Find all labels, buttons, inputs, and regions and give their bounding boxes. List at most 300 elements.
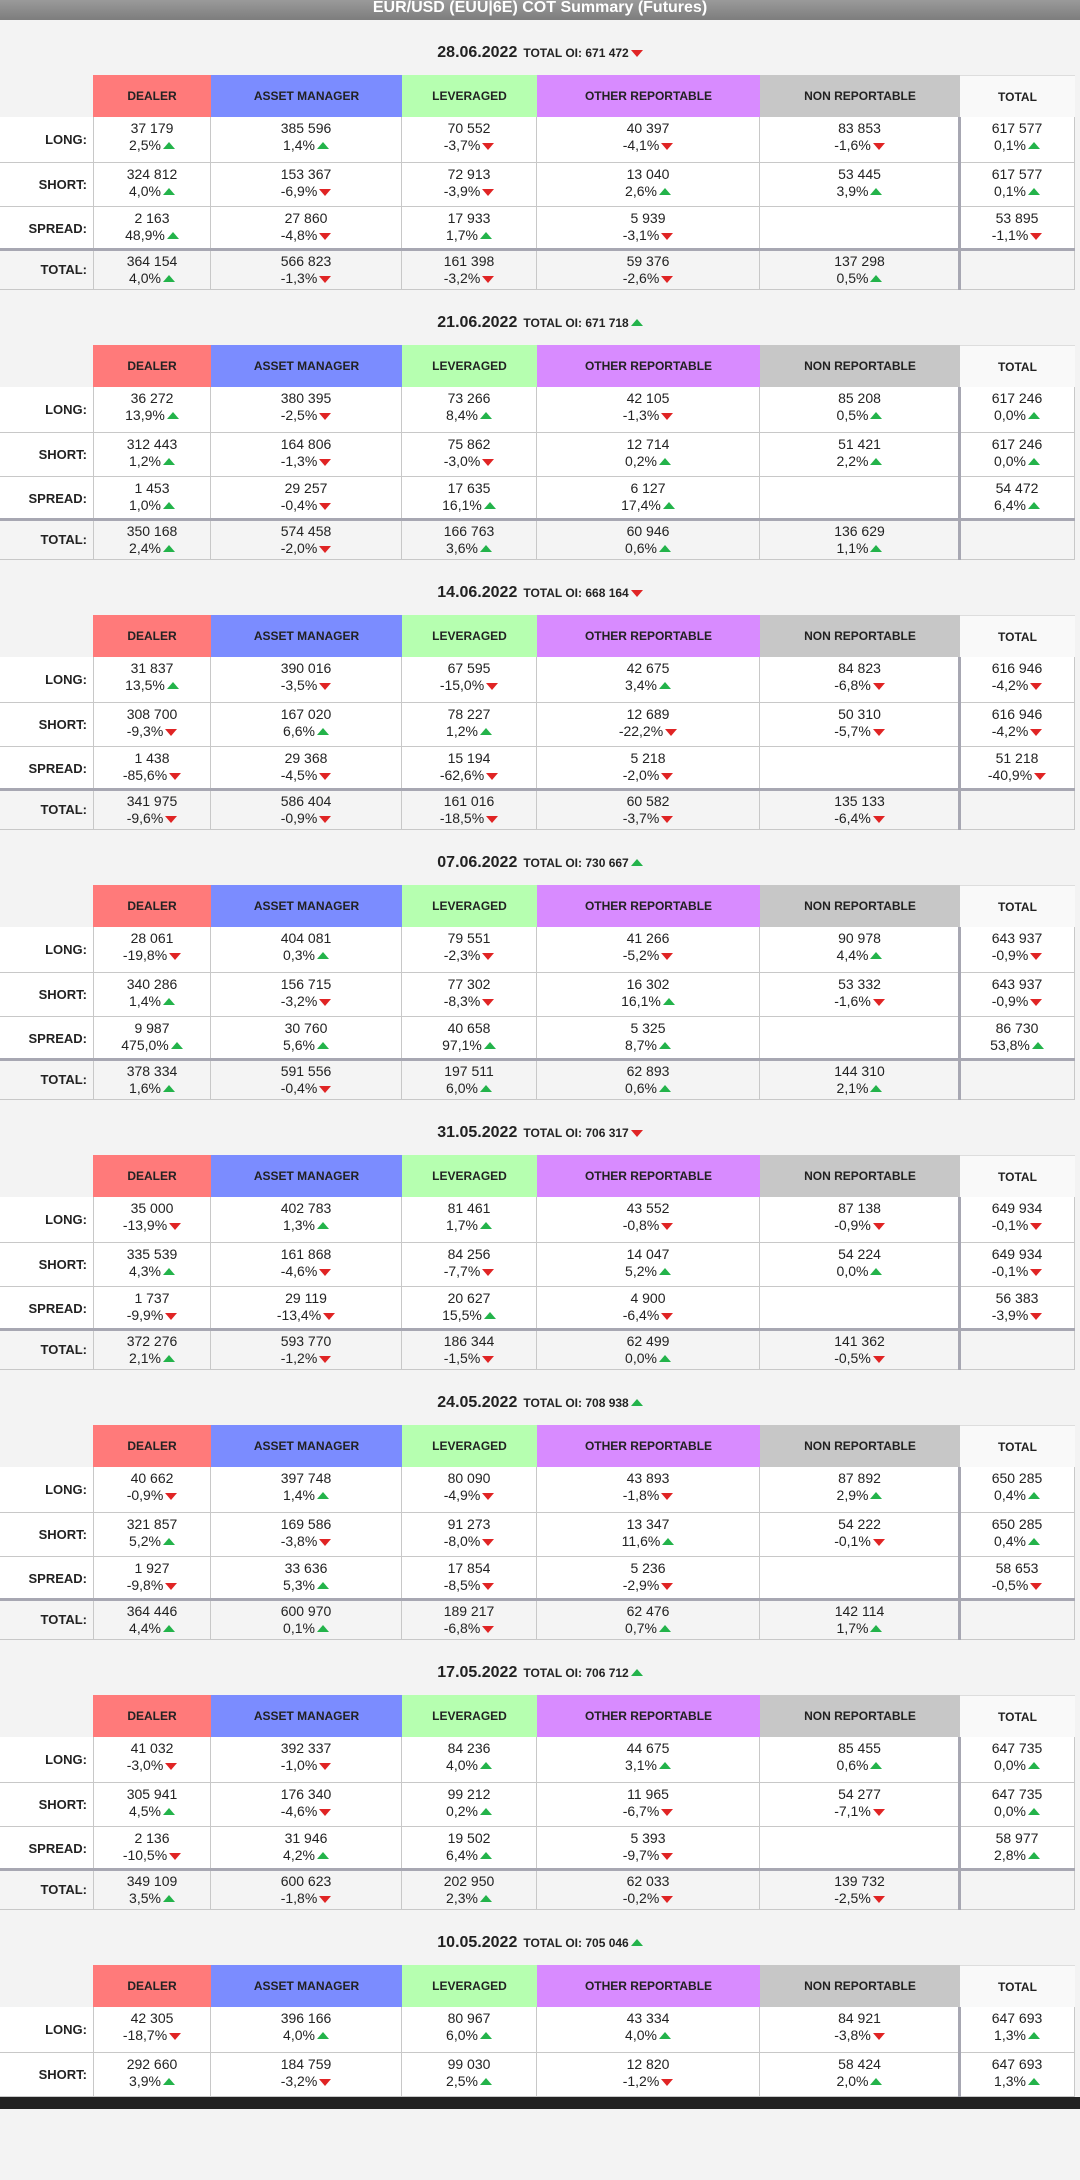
total-oi-value: 671 718 — [585, 316, 629, 330]
percent-change — [760, 540, 959, 557]
percent-change-value: 4,3% — [129, 1263, 161, 1279]
percent-change-value: 2,0% — [836, 2073, 869, 2089]
percent-change-value: 0,3% — [283, 947, 315, 963]
row-label-short: SHORT: — [0, 1243, 93, 1287]
position-value: 574 458 — [280, 523, 332, 539]
arrow-down-icon — [319, 999, 331, 1006]
percent-change — [760, 1533, 959, 1550]
position-value: 53 445 — [838, 166, 881, 182]
position-value: 58 653 — [995, 1560, 1039, 1576]
percent-change — [402, 947, 536, 964]
column-header-asset-manager: ASSET MANAGER — [211, 75, 402, 117]
percent-change — [760, 183, 959, 200]
percent-change-value: 6,0% — [446, 2027, 478, 2043]
percent-change-value: 3,6% — [446, 540, 478, 556]
position-value: 617 577 — [991, 120, 1043, 136]
cell-spread-non-reportable — [760, 1287, 960, 1330]
percent-change-value: -9,7% — [622, 1847, 660, 1863]
position-value: 312 443 — [126, 436, 178, 452]
percent-change — [402, 993, 536, 1010]
report-date: 17.05.2022 — [437, 1664, 518, 1681]
cell-spread-leveraged — [402, 747, 537, 790]
cell-spread-total — [960, 1827, 1075, 1870]
position-value: 139 732 — [834, 1873, 885, 1889]
position-value: 184 759 — [280, 2056, 332, 2072]
cell-total-asset-manager — [211, 790, 402, 830]
percent-change-value: -3,7% — [443, 137, 481, 153]
cell-long-non-reportable — [760, 117, 960, 163]
position-value: 164 806 — [280, 436, 332, 452]
arrow-down-icon — [482, 1539, 494, 1546]
arrow-down-icon — [873, 1809, 885, 1816]
cell-spread-asset-manager — [211, 1017, 402, 1060]
percent-change — [960, 1847, 1074, 1864]
arrow-down-icon — [1030, 999, 1042, 1006]
position-value: 54 222 — [838, 1516, 881, 1532]
cell-total-asset-manager — [211, 1600, 402, 1640]
percent-change-value: 6,4% — [994, 497, 1026, 513]
percent-change-value: 3,9% — [129, 2073, 161, 2089]
percent-change — [537, 1350, 759, 1367]
cell-total-other-reportable — [537, 1330, 760, 1370]
row-label-spread: SPREAD: — [0, 1827, 93, 1870]
arrow-up-icon — [870, 188, 882, 195]
arrow-down-icon — [319, 546, 331, 553]
cell-long-non-reportable — [760, 1197, 960, 1243]
position-value: 72 913 — [447, 166, 491, 182]
arrow-up-icon — [1028, 458, 1040, 465]
arrow-up-icon — [659, 1268, 671, 1275]
cell-short-dealer — [93, 1783, 211, 1827]
percent-change-value: 1,4% — [283, 1487, 315, 1503]
arrow-down-icon — [873, 816, 885, 823]
arrow-down-icon — [631, 50, 643, 57]
cell-short-total — [960, 1513, 1075, 1557]
cell-short-non-reportable — [760, 973, 960, 1017]
percent-change — [94, 227, 210, 244]
percent-change-value: 0,4% — [994, 1487, 1026, 1503]
percent-change — [402, 227, 536, 244]
cell-long-total — [960, 2007, 1075, 2053]
column-header-other-reportable: OTHER REPORTABLE — [537, 75, 760, 117]
position-value: 83 853 — [838, 120, 881, 136]
cot-section — [0, 1640, 1080, 1910]
total-oi-label: TOTAL OI: — [523, 856, 586, 870]
percent-change-value: -62,6% — [439, 767, 485, 783]
position-value: 85 455 — [838, 1740, 881, 1756]
arrow-down-icon — [873, 143, 885, 150]
arrow-up-icon — [1028, 1762, 1040, 1769]
position-value: 1 737 — [134, 1290, 170, 1306]
percent-change — [402, 2073, 536, 2090]
percent-change — [760, 1217, 959, 1234]
percent-change-value: 1,2% — [446, 723, 478, 739]
total-oi — [523, 856, 642, 870]
position-value: 90 978 — [838, 930, 881, 946]
cell-short-total — [960, 973, 1075, 1017]
percent-change — [537, 1620, 759, 1637]
position-value: 36 272 — [130, 390, 174, 406]
arrow-up-icon — [167, 232, 179, 239]
arrow-down-icon — [661, 143, 673, 150]
percent-change-value: -2,5% — [280, 407, 318, 423]
percent-change-value: -2,9% — [622, 1577, 660, 1593]
arrow-down-icon — [661, 1809, 673, 1816]
position-value: 50 310 — [838, 706, 881, 722]
percent-change — [402, 1487, 536, 1504]
position-value: 58 977 — [995, 1830, 1039, 1846]
percent-change-value: -3,2% — [443, 270, 481, 286]
cell-long-dealer — [93, 927, 211, 973]
position-value: 390 016 — [280, 660, 332, 676]
percent-change — [537, 407, 759, 424]
percent-change — [537, 1847, 759, 1864]
position-value: 153 367 — [280, 166, 332, 182]
arrow-down-icon — [482, 276, 494, 283]
cell-total-total — [960, 1060, 1075, 1100]
percent-change-value: -40,9% — [987, 767, 1033, 783]
arrow-down-icon — [319, 773, 331, 780]
percent-change-value: -0,9% — [126, 1487, 164, 1503]
cell-short-leveraged — [402, 1783, 537, 1827]
percent-change — [94, 1307, 210, 1324]
percent-change-value: 1,3% — [994, 2073, 1026, 2089]
cell-short-total — [960, 2053, 1075, 2097]
arrow-down-icon — [169, 773, 181, 780]
percent-change — [402, 1890, 536, 1907]
percent-change — [211, 137, 401, 154]
cell-total-other-reportable — [537, 520, 760, 560]
position-value: 616 946 — [991, 660, 1043, 676]
position-value: 647 735 — [991, 1786, 1043, 1802]
percent-change — [94, 1080, 210, 1097]
arrow-down-icon — [661, 1493, 673, 1500]
cell-short-dealer — [93, 973, 211, 1017]
arrow-up-icon — [163, 1268, 175, 1275]
arrow-up-icon — [659, 188, 671, 195]
position-value: 364 154 — [126, 253, 178, 269]
percent-change — [402, 767, 536, 784]
percent-change-value: -1,3% — [280, 270, 318, 286]
percent-change-value: 3,9% — [836, 183, 869, 199]
percent-change — [402, 1263, 536, 1280]
percent-change-value: -18,5% — [439, 810, 485, 826]
percent-change-value: 0,0% — [994, 453, 1026, 469]
cot-table — [0, 1155, 1080, 1370]
cell-total-leveraged — [402, 520, 537, 560]
column-header-non-reportable: NON REPORTABLE — [760, 885, 960, 927]
percent-change — [402, 1350, 536, 1367]
cell-total-dealer — [93, 1330, 211, 1370]
position-value: 62 893 — [626, 1063, 670, 1079]
percent-change-value: 0,7% — [625, 1620, 657, 1636]
percent-change-value: -1,8% — [622, 1487, 660, 1503]
cell-short-leveraged — [402, 163, 537, 207]
percent-change-value: -3,9% — [443, 183, 481, 199]
cell-short-total — [960, 163, 1075, 207]
arrow-up-icon — [317, 952, 329, 959]
percent-change-value: 16,1% — [621, 993, 661, 1009]
arrow-up-icon — [317, 142, 329, 149]
cell-spread-total — [960, 1557, 1075, 1600]
percent-change — [537, 1307, 759, 1324]
percent-change — [94, 137, 210, 154]
cell-short-leveraged — [402, 1243, 537, 1287]
row-label-long: LONG: — [0, 117, 93, 163]
position-value: 340 286 — [126, 976, 178, 992]
cell-long-asset-manager — [211, 1467, 402, 1513]
percent-change — [402, 810, 536, 827]
percent-change-value: 3,1% — [625, 1757, 657, 1773]
percent-change-value: -3,2% — [280, 993, 318, 1009]
percent-change-value: 1,4% — [129, 993, 161, 1009]
total-column-separator — [958, 1197, 961, 1370]
row-label-short: SHORT: — [0, 2053, 93, 2097]
cell-spread-total — [960, 1287, 1075, 1330]
percent-change — [94, 993, 210, 1010]
row-label-long: LONG: — [0, 2007, 93, 2053]
percent-change — [960, 723, 1074, 740]
row-label-long: LONG: — [0, 657, 93, 703]
position-value: 647 693 — [991, 2056, 1043, 2072]
percent-change — [537, 2073, 759, 2090]
cot-section — [0, 1100, 1080, 1370]
arrow-down-icon — [661, 1313, 673, 1320]
column-header-dealer: DEALER — [93, 615, 211, 657]
percent-change-value: -0,1% — [834, 1533, 871, 1549]
cell-spread-leveraged — [402, 1017, 537, 1060]
percent-change — [537, 993, 759, 1010]
percent-change-value: 1,7% — [446, 227, 478, 243]
cell-total-dealer — [93, 520, 211, 560]
percent-change-value: 4,0% — [625, 2027, 657, 2043]
percent-change-value: 2,5% — [129, 137, 161, 153]
percent-change — [94, 1533, 210, 1550]
position-value: 12 820 — [626, 2056, 670, 2072]
position-value: 341 975 — [126, 793, 178, 809]
position-value: 397 748 — [280, 1470, 332, 1486]
percent-change-value: -1,8% — [280, 1890, 318, 1906]
cell-short-dealer — [93, 1513, 211, 1557]
percent-change — [94, 677, 210, 694]
arrow-down-icon — [631, 590, 643, 597]
percent-change-value: 0,6% — [836, 1757, 869, 1773]
column-header-other-reportable: OTHER REPORTABLE — [537, 1965, 760, 2007]
percent-change — [760, 1803, 959, 1820]
cell-long-dealer — [93, 657, 211, 703]
percent-change-value: 4,0% — [129, 270, 161, 286]
cell-short-leveraged — [402, 2053, 537, 2097]
column-header-total: TOTAL — [960, 615, 1075, 657]
percent-change — [94, 1803, 210, 1820]
position-value: 591 556 — [280, 1063, 332, 1079]
position-value: 136 629 — [834, 523, 885, 539]
column-header-non-reportable: NON REPORTABLE — [760, 1965, 960, 2007]
percent-change-value: 0,5% — [836, 407, 869, 423]
percent-change — [402, 1577, 536, 1594]
arrow-up-icon — [870, 1762, 882, 1769]
position-value: 616 946 — [991, 706, 1043, 722]
column-header-leveraged: LEVERAGED — [402, 1425, 537, 1467]
percent-change-value: -7,7% — [443, 1263, 481, 1279]
position-value: 396 166 — [280, 2010, 332, 2026]
percent-change-value: -0,1% — [991, 1217, 1029, 1233]
position-value: 41 266 — [626, 930, 670, 946]
percent-change — [94, 497, 210, 514]
cell-total-other-reportable — [537, 790, 760, 830]
percent-change-value: -0,4% — [280, 1080, 318, 1096]
arrow-up-icon — [163, 142, 175, 149]
position-value: 99 212 — [447, 1786, 491, 1802]
arrow-up-icon — [317, 728, 329, 735]
position-value: 29 119 — [285, 1290, 327, 1306]
percent-change — [211, 227, 401, 244]
percent-change-value: -4,6% — [280, 1263, 318, 1279]
arrow-up-icon — [317, 1042, 329, 1049]
column-header-asset-manager: ASSET MANAGER — [211, 885, 402, 927]
percent-change — [94, 1757, 210, 1774]
arrow-up-icon — [659, 1042, 671, 1049]
percent-change — [760, 947, 959, 964]
position-value: 186 344 — [443, 1333, 495, 1349]
position-value: 42 675 — [626, 660, 670, 676]
percent-change-value: -0,9% — [834, 1217, 871, 1233]
column-header-non-reportable: NON REPORTABLE — [760, 345, 960, 387]
percent-change — [537, 497, 759, 514]
total-oi-label: TOTAL OI: — [523, 1936, 586, 1950]
row-label-spread: SPREAD: — [0, 1557, 93, 1600]
total-oi-label: TOTAL OI: — [523, 1666, 586, 1680]
arrow-up-icon — [1028, 1808, 1040, 1815]
position-value: 40 662 — [130, 1470, 174, 1486]
row-label-long: LONG: — [0, 927, 93, 973]
position-value: 1 453 — [134, 480, 170, 496]
percent-change — [94, 2073, 210, 2090]
cell-long-asset-manager — [211, 1197, 402, 1243]
position-value: 15 194 — [447, 750, 491, 766]
percent-change-value: 2,8% — [994, 1847, 1026, 1863]
arrow-up-icon — [1032, 1042, 1044, 1049]
percent-change-value: -1,0% — [280, 1757, 318, 1773]
percent-change-value: 8,7% — [625, 1037, 657, 1053]
cell-short-dealer — [93, 163, 211, 207]
arrow-up-icon — [163, 502, 175, 509]
position-value: 600 623 — [280, 1873, 332, 1889]
arrow-up-icon — [663, 502, 675, 509]
cell-short-dealer — [93, 433, 211, 477]
percent-change — [211, 270, 401, 287]
arrow-up-icon — [662, 1538, 674, 1545]
position-value: 2 136 — [134, 1830, 170, 1846]
percent-change — [94, 1847, 210, 1864]
row-label-short: SHORT: — [0, 973, 93, 1017]
percent-change-value: -2,5% — [834, 1890, 871, 1906]
arrow-down-icon — [661, 1223, 673, 1230]
percent-change — [537, 1803, 759, 1820]
row-label-short: SHORT: — [0, 1783, 93, 1827]
percent-change-value: 0,1% — [994, 137, 1026, 153]
percent-change — [211, 723, 401, 740]
position-value: 335 539 — [126, 1246, 178, 1262]
position-value: 5 939 — [630, 210, 666, 226]
position-value: 617 246 — [991, 436, 1043, 452]
cell-total-total — [960, 1870, 1075, 1910]
arrow-down-icon — [1034, 773, 1046, 780]
position-value: 53 895 — [995, 210, 1039, 226]
cell-long-total — [960, 117, 1075, 163]
cell-spread-total — [960, 477, 1075, 520]
position-value: 58 424 — [838, 2056, 881, 2072]
cell-spread-other-reportable — [537, 1557, 760, 1600]
cell-long-non-reportable — [760, 657, 960, 703]
arrow-down-icon — [165, 1493, 177, 1500]
percent-change — [402, 1217, 536, 1234]
percent-change-value: -3,1% — [622, 227, 660, 243]
section-date-header — [0, 1910, 1080, 1965]
arrow-down-icon — [482, 189, 494, 196]
arrow-up-icon — [163, 275, 175, 282]
position-value: 40 658 — [447, 1020, 491, 1036]
percent-change-value: 1,4% — [283, 137, 315, 153]
percent-change — [537, 1533, 759, 1550]
total-oi — [523, 1126, 642, 1140]
position-value: 70 552 — [447, 120, 491, 136]
percent-change-value: -3,9% — [991, 1307, 1029, 1323]
percent-change-value: -3,2% — [280, 2073, 318, 2089]
cell-long-other-reportable — [537, 117, 760, 163]
section-date-header — [0, 20, 1080, 75]
arrow-down-icon — [486, 773, 498, 780]
cot-section — [0, 20, 1080, 290]
cell-spread-dealer — [93, 747, 211, 790]
arrow-down-icon — [169, 1853, 181, 1860]
column-header-other-reportable: OTHER REPORTABLE — [537, 885, 760, 927]
total-oi — [523, 1396, 642, 1410]
percent-change-value: 2,5% — [446, 2073, 478, 2089]
percent-change — [402, 1757, 536, 1774]
arrow-up-icon — [870, 275, 882, 282]
percent-change-value: -2,0% — [622, 767, 660, 783]
column-header-asset-manager: ASSET MANAGER — [211, 1965, 402, 2007]
cell-long-dealer — [93, 1197, 211, 1243]
arrow-up-icon — [163, 2078, 175, 2085]
cell-short-other-reportable — [537, 163, 760, 207]
total-oi-value: 705 046 — [585, 1936, 629, 1950]
percent-change — [402, 1533, 536, 1550]
percent-change-value: -3,0% — [126, 1757, 164, 1773]
position-value: 650 285 — [991, 1516, 1043, 1532]
percent-change-value: -9,9% — [126, 1307, 164, 1323]
total-row-separator — [0, 518, 1075, 521]
percent-change — [537, 810, 759, 827]
percent-change — [94, 2027, 210, 2044]
section-date-header — [0, 1100, 1080, 1155]
section-date-header — [0, 1640, 1080, 1695]
arrow-up-icon — [163, 1085, 175, 1092]
position-value: 75 862 — [447, 436, 491, 452]
column-header-total: TOTAL — [960, 1155, 1075, 1197]
percent-change-value: 2,6% — [625, 183, 657, 199]
cell-short-other-reportable — [537, 1243, 760, 1287]
cell-spread-other-reportable — [537, 1287, 760, 1330]
percent-change — [211, 1263, 401, 1280]
cell-long-leveraged — [402, 117, 537, 163]
percent-change — [211, 1847, 401, 1864]
percent-change — [94, 1263, 210, 1280]
position-value: 41 032 — [130, 1740, 174, 1756]
percent-change — [211, 947, 401, 964]
cell-spread-total — [960, 1017, 1075, 1060]
